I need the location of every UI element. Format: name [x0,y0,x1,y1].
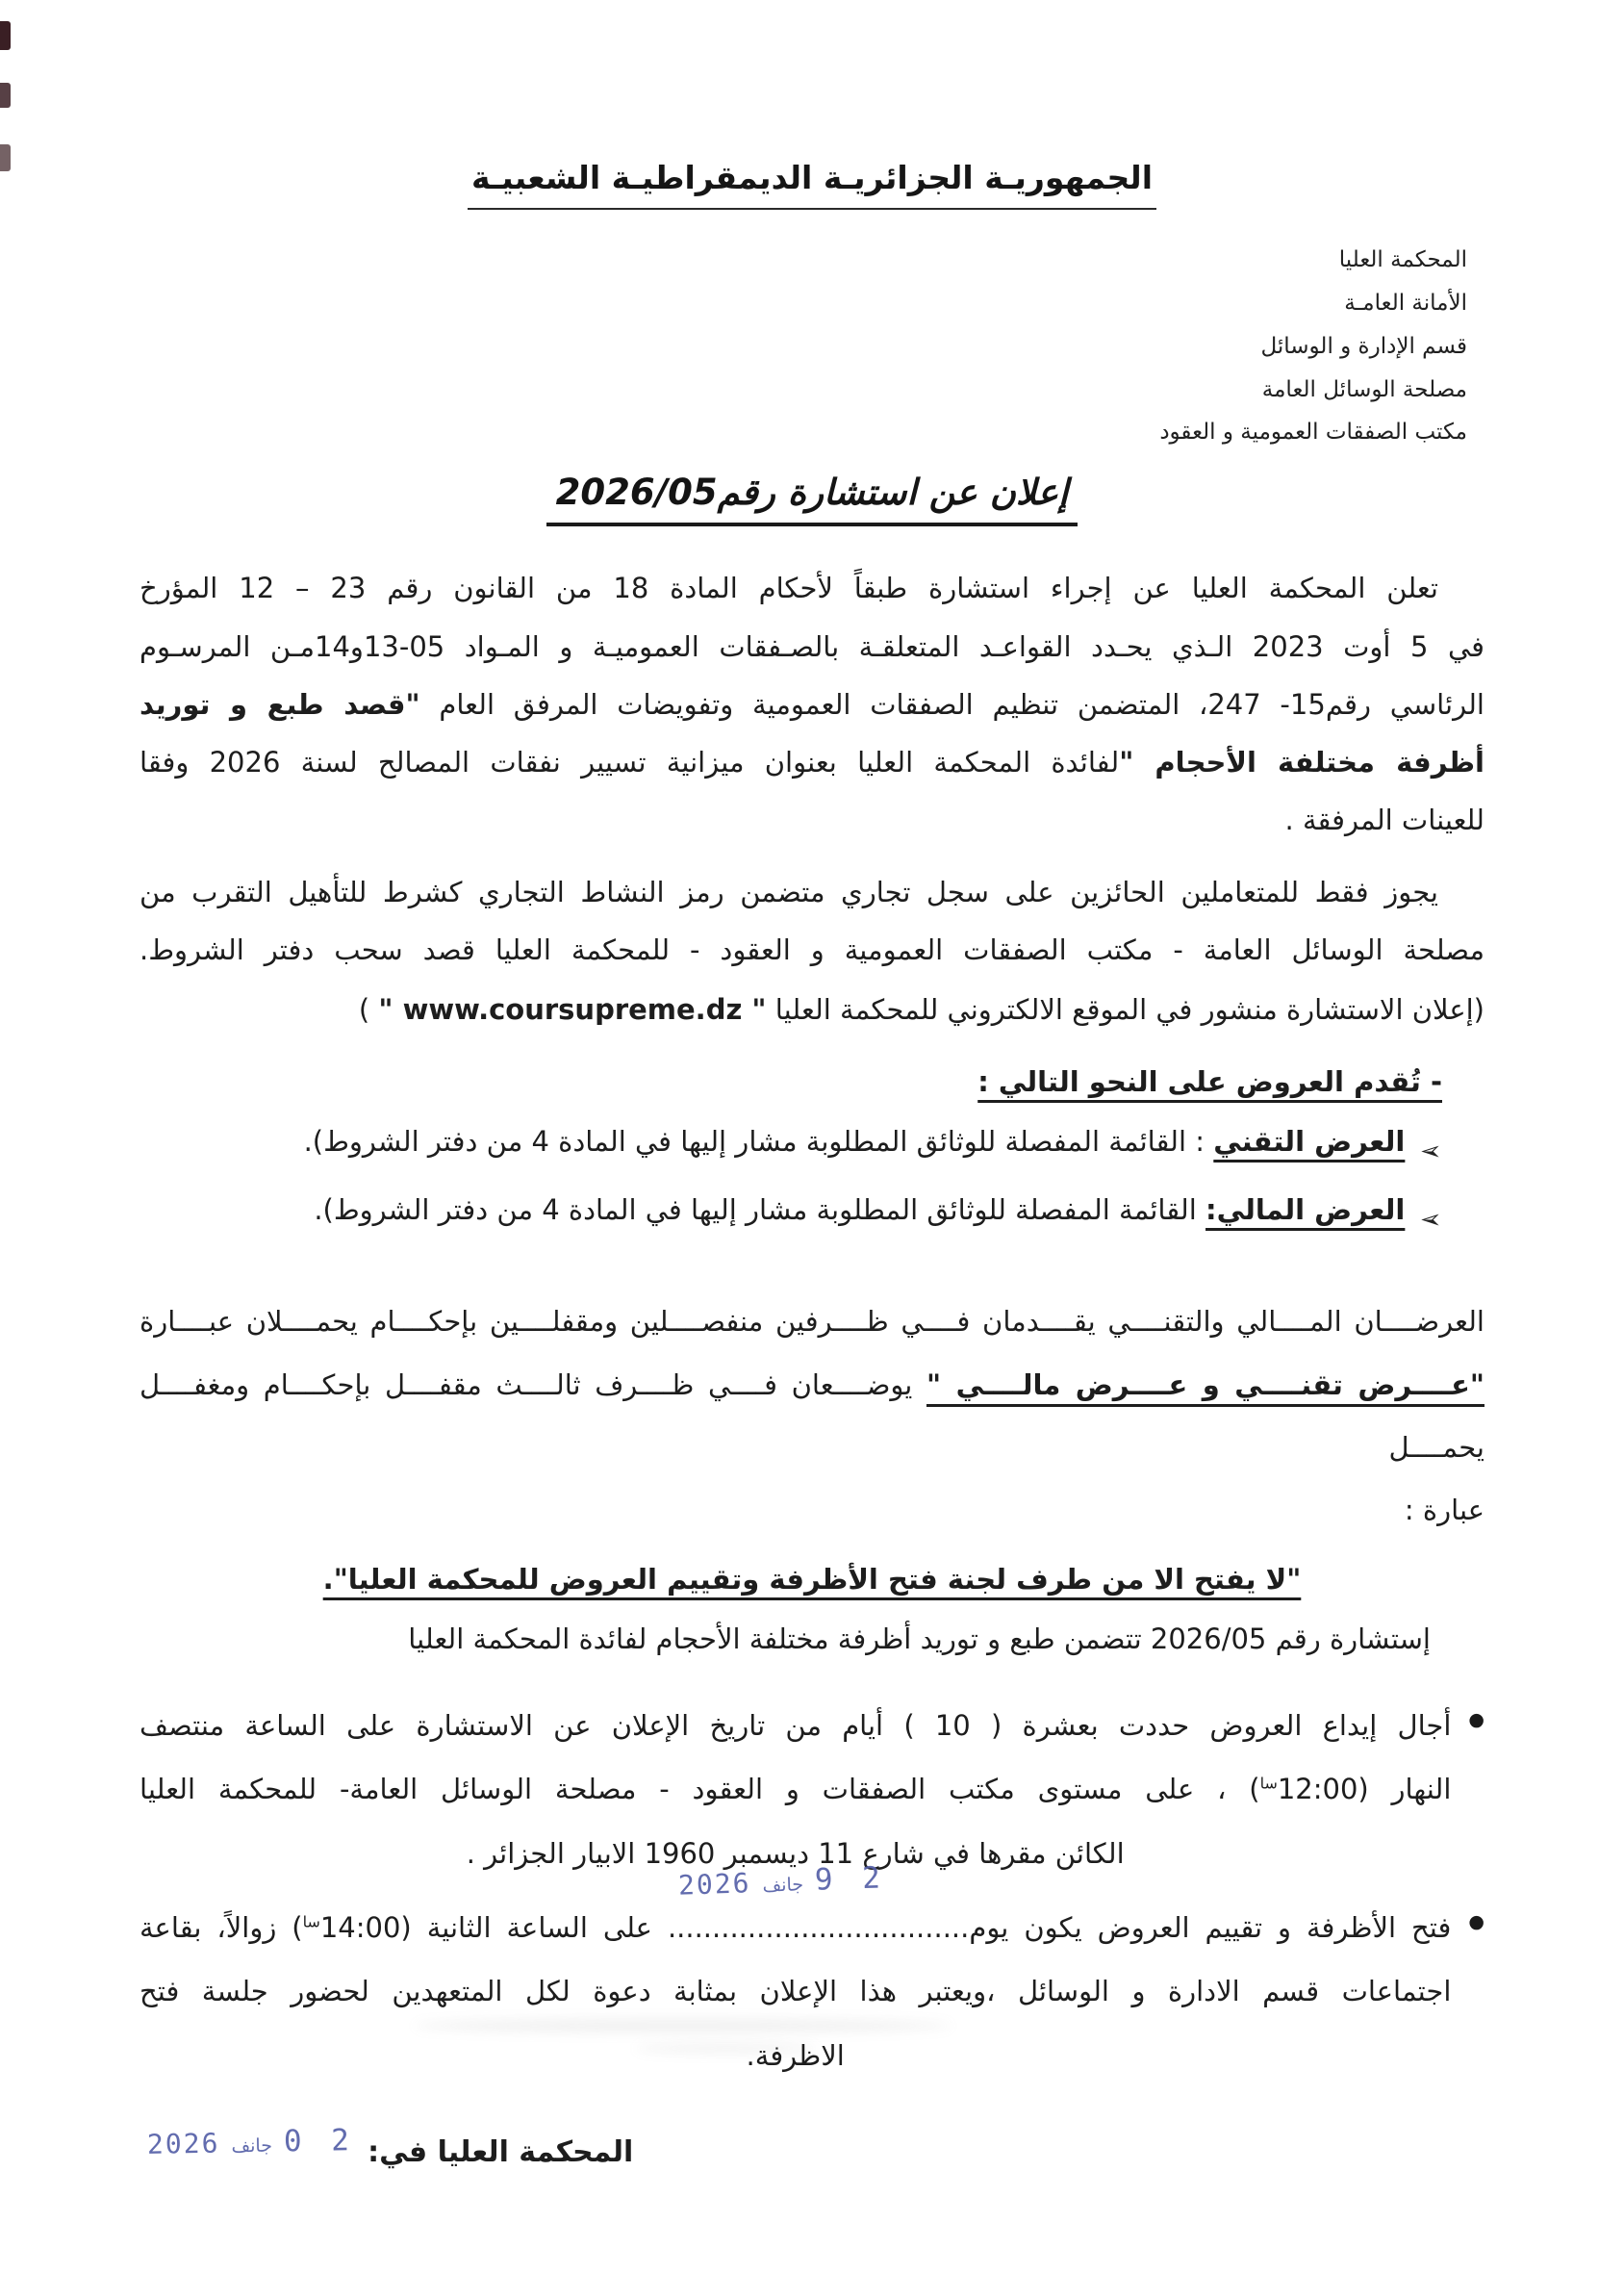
dot-bullet-icon: ● [1468,1708,1484,1730]
footer-date-row [140,2121,1484,2184]
text-line [140,618,1484,676]
text-segment: فتح الأظرفة و تقييم العروض يكون يوم [969,1910,1452,1944]
opening-bullet-item [140,1859,1484,2088]
scan-artifact [0,83,11,108]
text-line: عبارة : [1404,1494,1484,1527]
text-segment: ) زوالاً، بقاعة [140,1910,303,1944]
offer-text [314,1180,1405,1241]
opening-text [140,1859,1452,2088]
footer-label: المحكمة العليا في: [368,2134,634,2169]
text-segment: الرئاسي رقم15- 247، المتضمن تنظيم الصفقات العمومية وتفويضات المرفق العام [419,687,1484,721]
offer-sep [1197,1193,1205,1226]
offer-text [304,1111,1406,1173]
text-line [140,676,1484,733]
text-segment: يوضــــعان فــــي ظــــرف ثالــــث مقفــــل بإحكــــام ومغفــــل يحمــــل [140,1367,1484,1464]
national-title-row [140,159,1484,210]
consultation-line: إستشارة رقم 2026/05 تتضمن طبع و توريد أظرفة مختلفة الأحجام لفائدة المحكمة العليا [408,1622,1431,1655]
date-stamp-bottom [146,2109,355,2176]
offer-label: العرض التقني [1213,1124,1406,1158]
text-segment: تعلن المحكمة العليا عن إجراء استشارة طبقاً لأحكام المادة 18 من القانون رقم 23 – 12 المؤرخ [140,572,1438,605]
offer-item-financial [140,1180,1442,1248]
text-segment: في 5 أوت 2023 الـذي يحـدد القواعـد المتعلقـة بالصـفقات العموميـة و المـواد 05-13و14مـن المرسـوم [140,629,1484,663]
text-segment: اجتماعات قسم الادارة و الوسائل ،ويعتبر هذا الإعلان بمثابة دعوة لكل المتعهدين لحضور جلسة فتح [140,1975,1452,2008]
offers-intro-row [140,1053,1442,1111]
date-stamp-top [677,1844,887,1920]
text-line [140,1694,1451,1758]
website-line [140,981,1484,1038]
text-segment: ) [358,993,379,1027]
text-segment: النهار (12:00 [1277,1773,1452,1806]
text-line: للعينات المرفقة . [1284,804,1484,837]
doc-title-row [140,472,1484,526]
envelope-quote: "عــــرض تقنــــي و عــــرض مالــــي " [926,1367,1484,1401]
paragraph-envelopes [140,1290,1484,1542]
offer-desc: القائمة المفصلة للوثائق المطلوبة مشار إليها في المادة 4 من دفتر الشروط). [314,1193,1197,1226]
do-not-open-notice: "لا يفتح الا من طرف لجنة فتح الأظرفة وتقييم العروض للمحكمة العليا". [322,1563,1302,1597]
letterhead-line-secretariat: الأمانة العامـة [1344,290,1467,316]
hour-superscript: سا [1259,1774,1278,1793]
letterhead-line-court: المحكمة العليا [1338,247,1467,272]
offer-sep: : [1186,1124,1214,1158]
offers-intro: - تُقدم العروض على النحو التالي : [977,1064,1442,1098]
text-line: الاظرفة. [746,2039,845,2073]
doc-title: إعلان عن استشارة رقم2026/05 [546,472,1078,526]
stamp-day: 2 0 [283,2122,356,2159]
offer-item-technical [140,1111,1442,1180]
text-segment: أجال إيداع العروض حددت بعشرة ( 10 ) أيام من تاريخ الإعلان عن الاستشارة على الساعة منتصف [140,1708,1452,1742]
text-segment-bold: "قصد طبع و توريد [140,687,420,721]
website-url: " www.coursupreme.dz " [378,993,767,1027]
stamp-year: 2026 [146,2127,220,2160]
dot-bullet-icon: ● [1468,1910,1484,1932]
letterhead-line-department: قسم الإدارة و الوسائل [1260,333,1467,359]
text-line: الكائن مقرها في شارع 11 ديسمبر 1960 الابيار الجزائر . [466,1837,1125,1870]
text-line [140,863,1484,921]
text-segment: لفائدة المحكمة العليا بعنوان ميزانية تسيير نفقات المصالح لسنة 2026 وفقا [140,746,1120,779]
text-line [140,1290,1484,1353]
scan-artifact [0,21,11,50]
stamp-day: 2 9 [814,1859,887,1898]
paragraph-eligibility [140,863,1484,1039]
text-line [140,1959,1451,2024]
text-line [140,733,1484,791]
text-segment: مصلحة الوسائل العامة - مكتب الصفقات العمومية و العقود - للمحكمة العليا قصد سحب دفتر الشروط. [140,933,1484,967]
letterhead-line-service: مصلحة الوسائل العامة [1261,376,1467,402]
notice-row [140,1549,1484,1609]
text-line [140,1354,1484,1480]
arrow-bullet-icon: ➢ [1420,1136,1442,1166]
text-segment: يجوز فقط للمتعاملين الحائزين على سجل تجاري متضمن رمز النشاط التجاري كشرط للتأهيل التقرب من [140,875,1438,908]
offer-desc: القائمة المفصلة للوثائق المطلوبة مشار إليها في المادة 4 من دفتر الشروط). [303,1124,1187,1158]
stamp-month: جانف [762,1873,804,1897]
text-segment: على الساعة الثانية (14:00 [319,1910,668,1944]
dotted-fill: .................................. [667,1910,970,1944]
text-line [140,559,1484,617]
text-segment: العرضــــان المــــالي والتقنــــي يقــــدمان فــــي ظــــرفين منفصــــلين ومقفلــــين بإحكــــام يحمــــلان عبــــارة [140,1305,1484,1339]
text-segment-bold: أظرفة مختلفة الأحجام " [1119,746,1484,779]
scan-artifact [0,144,11,171]
letterhead-line-office: مكتب الصفقات العمومية و العقود [1159,420,1467,446]
text-segment: ) ، على مستوى مكتب الصفقات و العقود - مصلحة الوسائل العامة- للمحكمة العليا [140,1773,1260,1806]
paragraph-announcement [140,559,1484,850]
stamp-month: جانف [231,2134,273,2158]
text-line [140,1757,1451,1822]
national-title: الجمهوريـة الجزائريـة الديمقراطيـة الشعبيـة [468,159,1156,210]
letterhead [140,239,1467,454]
stamp-year: 2026 [677,1866,752,1902]
hour-superscript: سا [302,1912,320,1931]
text-segment: (إعلان الاستشارة منشور في الموقع الالكتروني للمحكمة العليا [766,993,1484,1027]
arrow-bullet-icon: ➢ [1420,1205,1442,1235]
offer-label: العرض المالي: [1205,1193,1406,1226]
text-line [140,921,1484,979]
